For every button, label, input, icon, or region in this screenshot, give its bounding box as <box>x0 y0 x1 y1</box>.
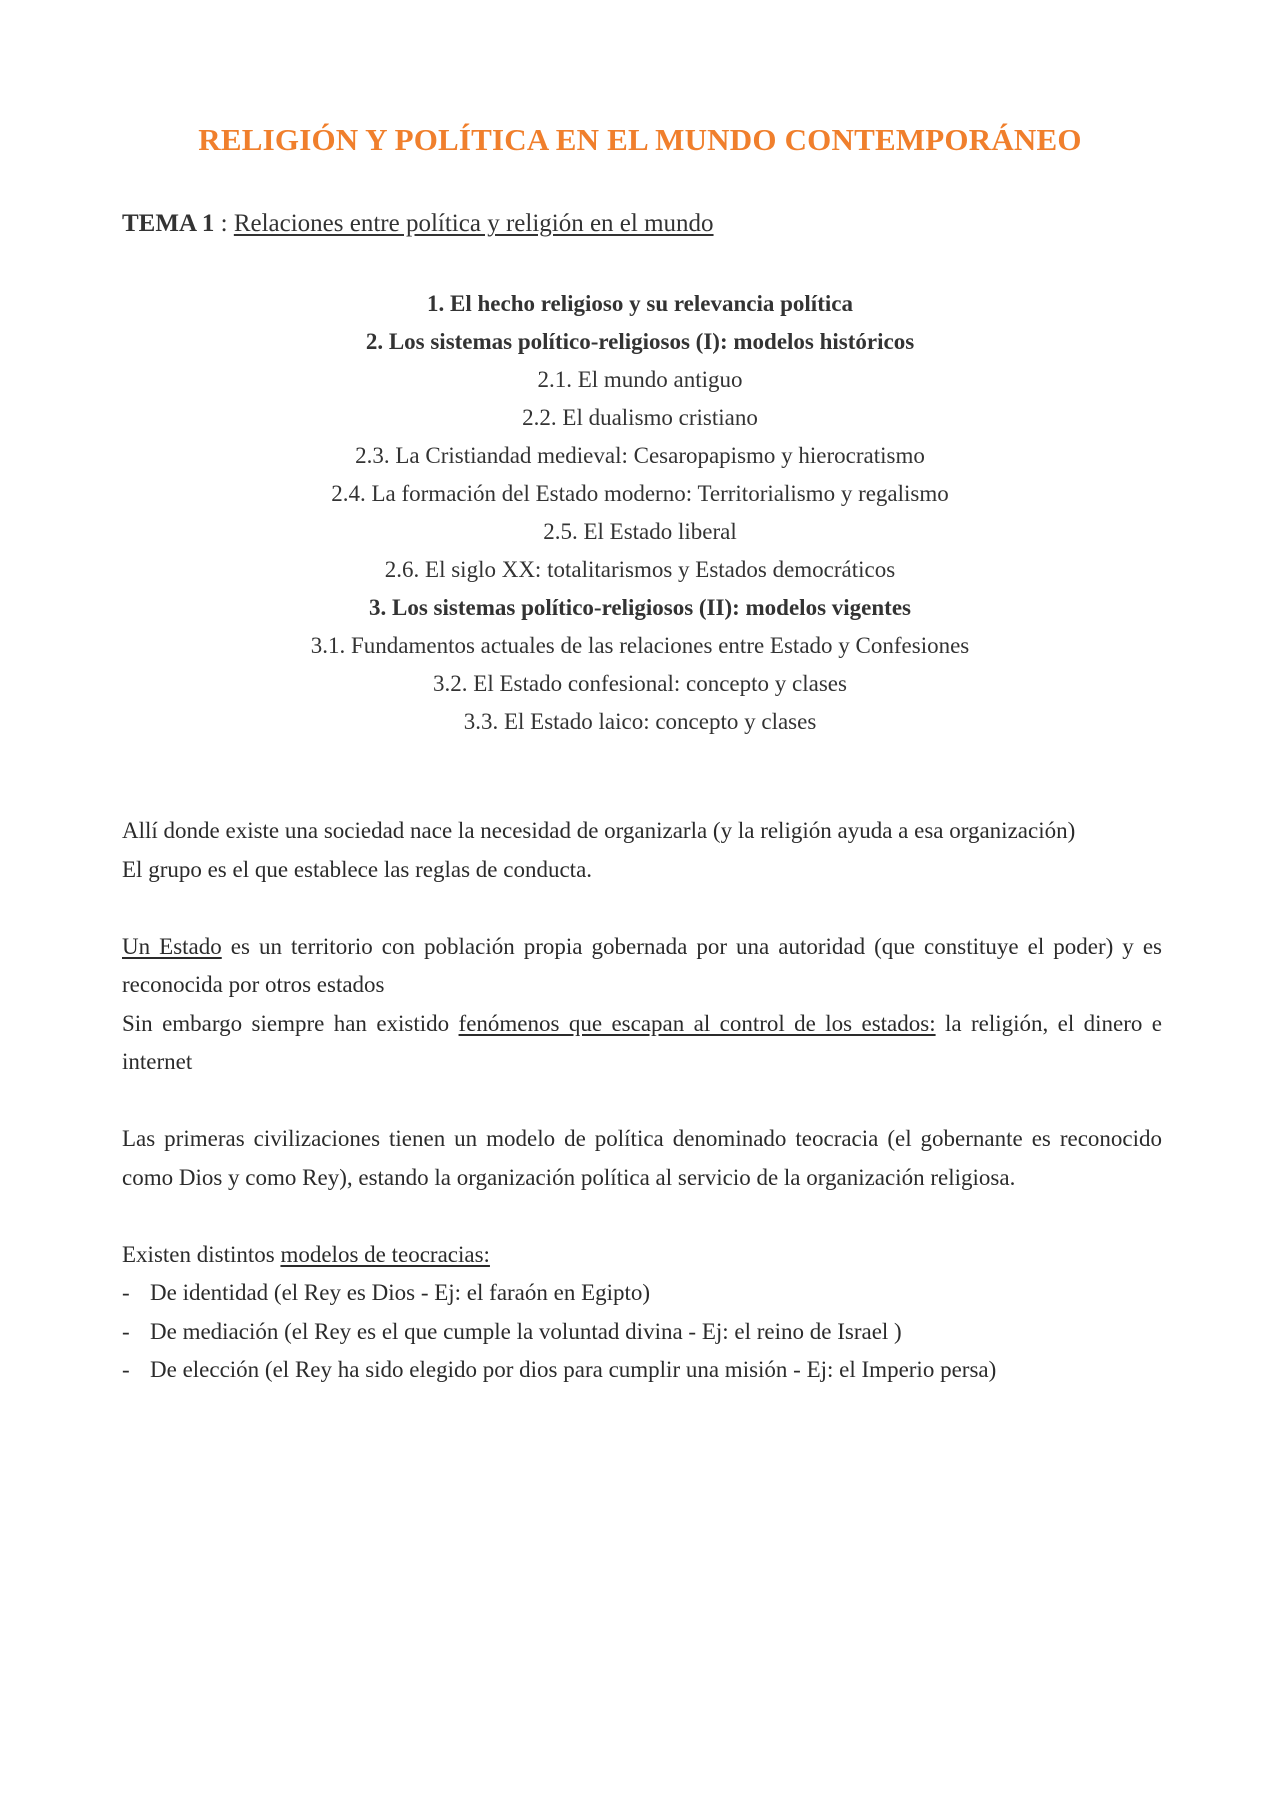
spacer <box>122 1197 1162 1236</box>
theocracy-models-list <box>122 1274 1162 1390</box>
paragraph-text: la religión, el dinero e internet <box>122 1010 1163 1074</box>
paragraph: Las primeras civilizaciones tienen un modelo de política denominado teocracia (el gobernante es reconocido como Dios y como Rey), estando la organización política al servicio de la organización religiosa. <box>122 1126 1162 1190</box>
spacer <box>122 1082 1162 1121</box>
toc-item: 3.1. Fundamentos actuales de las relaciones entre Estado y Confesiones <box>310 633 970 658</box>
topic-label: TEMA 1 <box>122 210 215 237</box>
paragraph-text: es un territorio con población propia gobernada por una autoridad (que constituye el poder) y es reconocida por otros estados <box>122 933 1162 997</box>
underlined-term: modelos de teocracias: <box>280 1241 490 1267</box>
document-title: RELIGIÓN Y POLÍTICA EN EL MUNDO CONTEMPORÁNEO <box>198 122 1082 157</box>
paragraph: El grupo es el que establece las reglas de conducta. <box>122 856 593 882</box>
paragraph: Allí donde existe una sociedad nace la necesidad de organizarla (y la religión ayuda a esa organización) <box>122 818 1076 843</box>
table-of-contents <box>0 285 1280 741</box>
paragraph <box>122 928 1162 1005</box>
list-dash: - <box>122 1280 130 1305</box>
toc-item: 2.2. El dualismo cristiano <box>522 405 758 430</box>
list-item <box>122 1274 1162 1313</box>
list-dash: - <box>122 1357 130 1382</box>
list-item <box>122 1313 1162 1352</box>
spacer <box>122 889 1162 928</box>
toc-item: 2.6. El siglo XX: totalitarismos y Estados democráticos <box>384 557 896 582</box>
list-item-text: De identidad (el Rey es Dios - Ej: el faraón en Egipto) <box>150 1280 651 1305</box>
toc-item: 3.2. El Estado confesional: concepto y clases <box>433 671 847 696</box>
toc-item: 2.4. La formación del Estado moderno: Territorialismo y regalismo <box>331 481 949 506</box>
list-dash: - <box>122 1318 130 1344</box>
toc-item: 2.1. El mundo antiguo <box>537 367 743 392</box>
paragraph <box>122 1236 1162 1275</box>
paragraph-text: Existen distintos <box>122 1241 281 1267</box>
list-item-text: De elección (el Rey ha sido elegido por dios para cumplir una misión - Ej: el Imperio persa) <box>150 1357 997 1382</box>
underlined-term: fenómenos que escapan al control de los estados: <box>458 1010 936 1036</box>
topic-separator: : <box>214 210 234 237</box>
paragraph <box>122 1005 1162 1082</box>
toc-item: 2.3. La Cristiandad medieval: Cesaropapismo y hierocratismo <box>355 443 925 468</box>
topic-subtitle: Relaciones entre política y religión en el mundo <box>233 210 714 237</box>
toc-item: 2. Los sistemas político-religiosos (I): modelos históricos <box>365 329 915 354</box>
toc-item: 2.5. El Estado liberal <box>543 519 737 544</box>
topic-heading <box>122 210 714 238</box>
paragraph-text: Sin embargo siempre han existido <box>122 1010 459 1036</box>
list-item <box>122 1351 1162 1390</box>
toc-item: 3. Los sistemas político-religiosos (II): modelos vigentes <box>369 595 911 620</box>
toc-item: 1. El hecho religioso y su relevancia política <box>427 291 853 316</box>
body-text <box>122 812 1162 1390</box>
toc-item: 3.3. El Estado laico: concepto y clases <box>463 709 817 734</box>
list-item-text: De mediación (el Rey es el que cumple la voluntad divina - Ej: el reino de Israel ) <box>150 1318 902 1344</box>
underlined-term: Un Estado <box>122 933 222 959</box>
